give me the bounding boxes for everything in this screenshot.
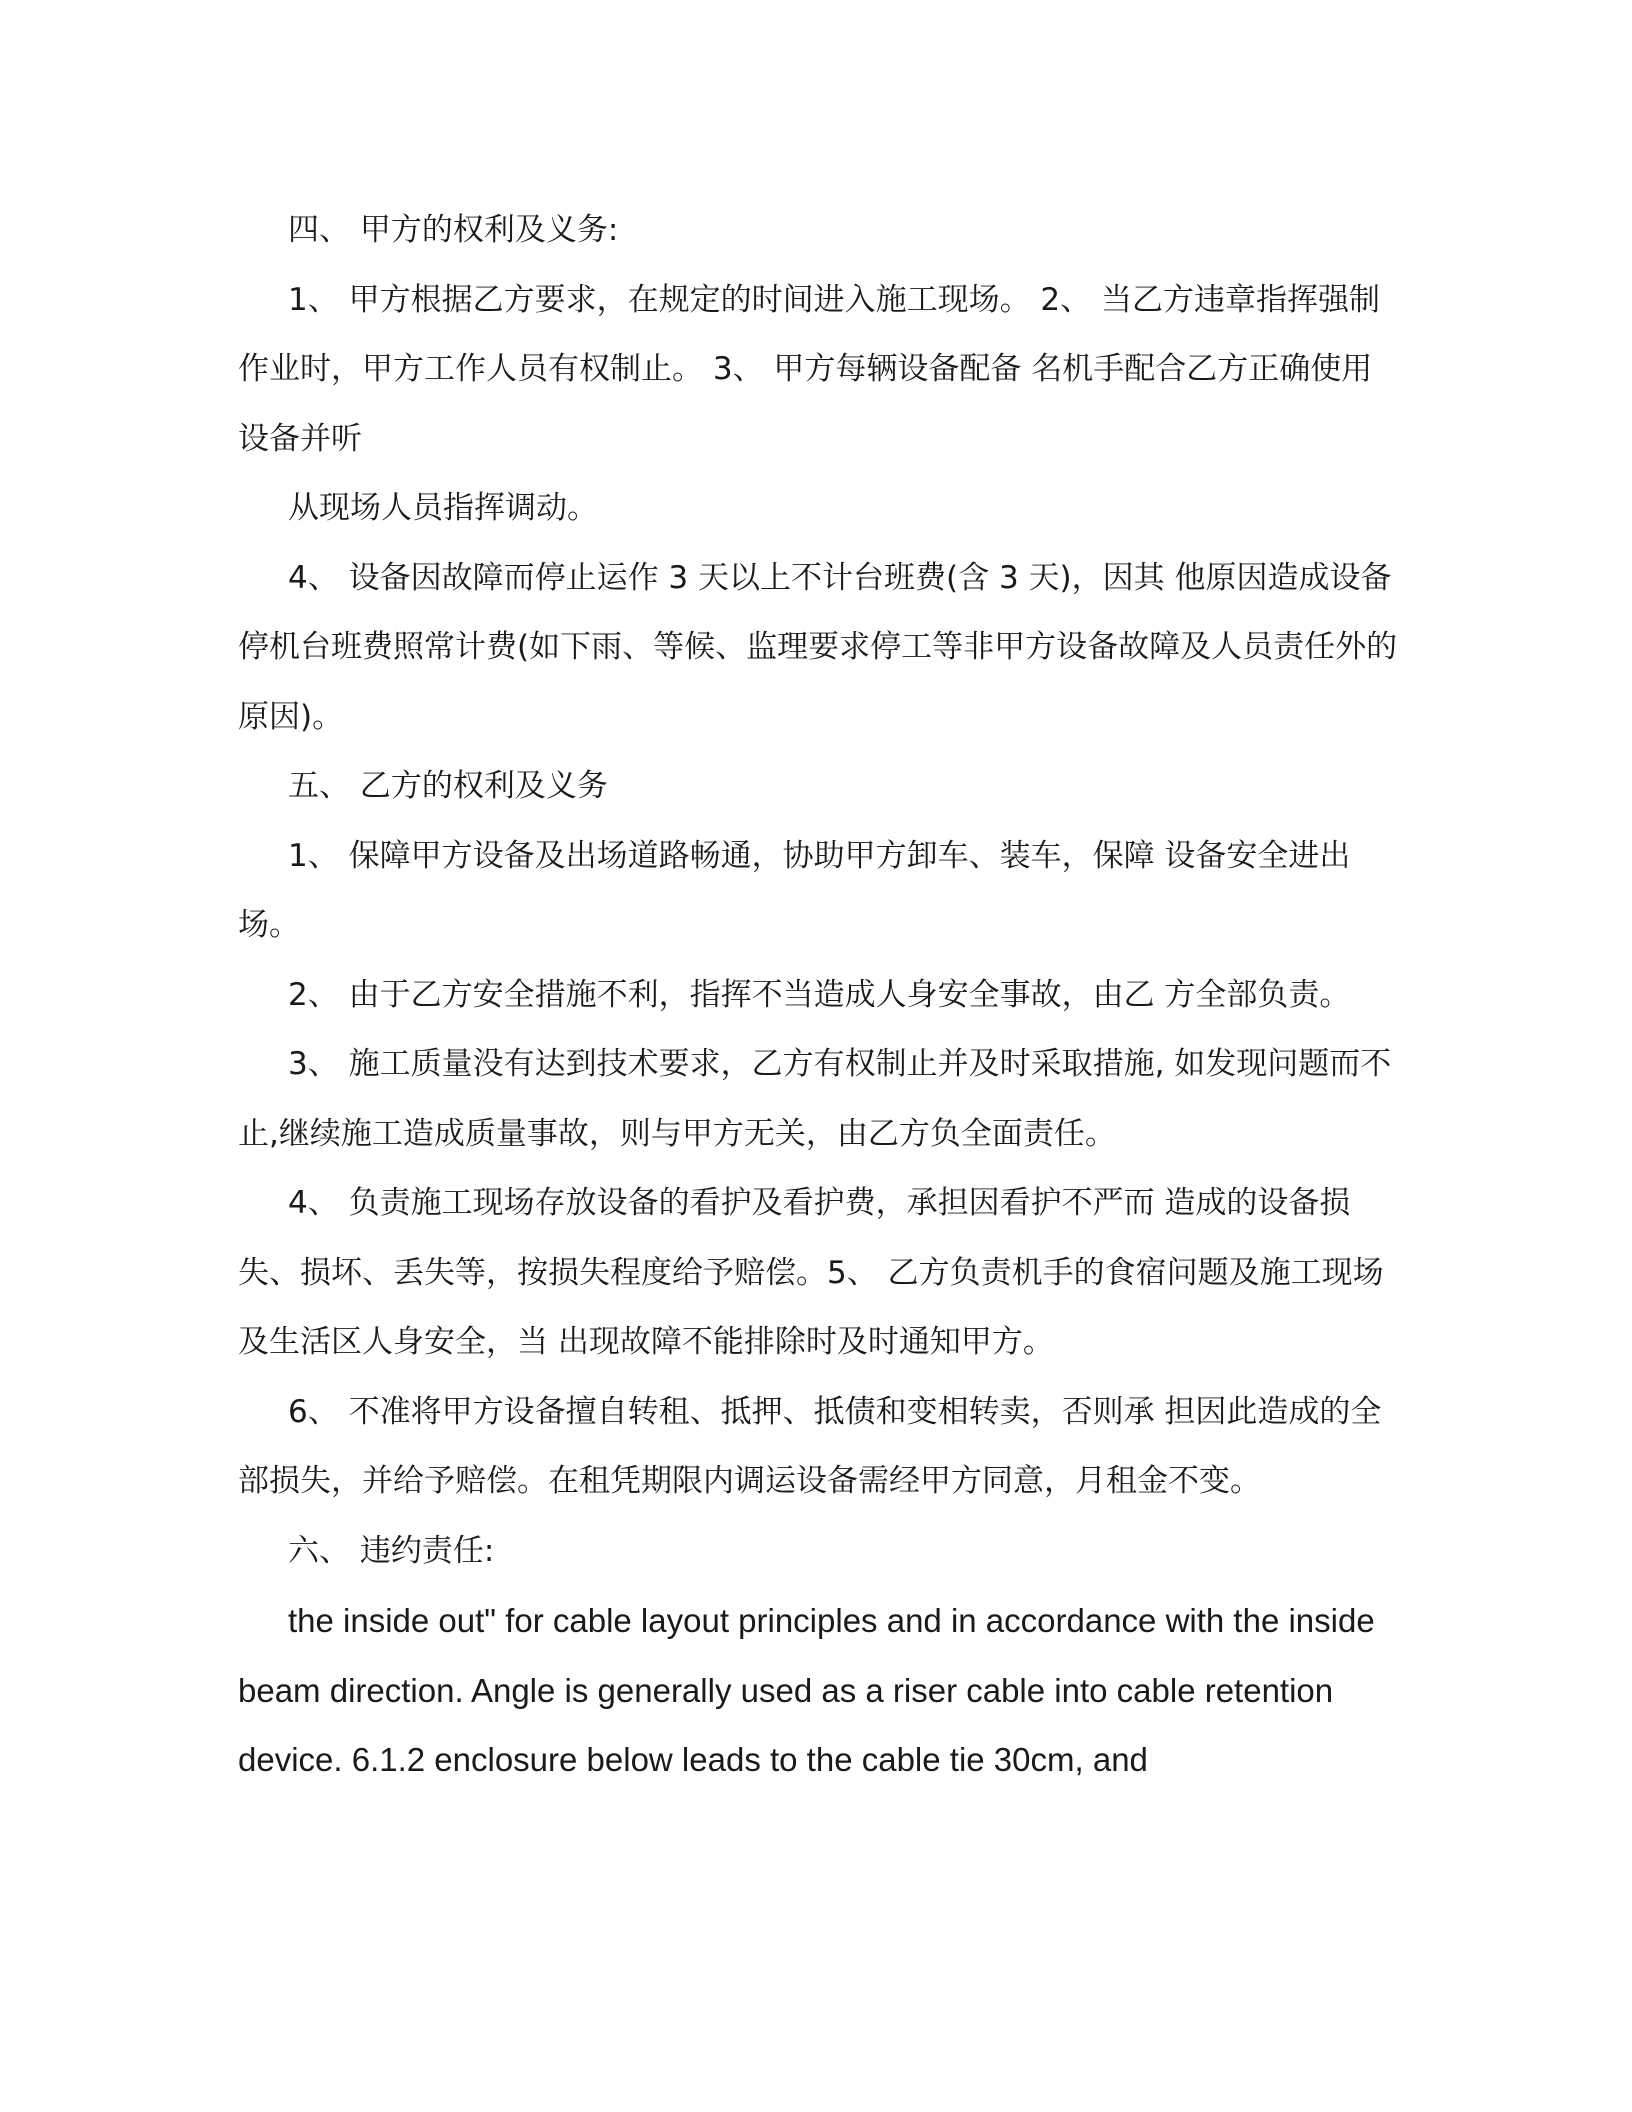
paragraph-party-b-item-6: 6、 不准将甲方设备擅自转租、抵押、抵债和变相转卖，否则承 担因此造成的全部损失，并给予赔偿。在租凭期限内调运设备需经甲方同意，月租金不变。 — [238, 1393, 1382, 1499]
section-heading-breach-liability: 六、 违约责任: — [288, 1532, 495, 1569]
document-body — [238, 196, 1400, 1795]
paragraph-party-b-item-3: 3、 施工质量没有达到技术要求，乙方有权制止并及时采取措施, 如发现问题而不止,继续施工造成质量事故，则与甲方无关，由乙方负全面责任。 — [238, 1046, 1392, 1152]
section-heading-party-b-rights: 五、 乙方的权利及义务 — [288, 768, 608, 804]
paragraph-party-a-item-1-3: 1、 甲方根据乙方要求，在规定的时间进入施工现场。 2、 当乙方违章指挥强制作业时，甲方工作人员有权制止。 3、 甲方每辆设备配备 名机手配合乙方正确使用设备并听 — [238, 281, 1381, 457]
paragraph-english-cable-layout: the inside out" for cable layout principles and in accordance with the inside beam direction. Angle is generally used as a riser cable into cable retention device. 6.1.2 enclosure below leads to the cable tie 30cm, and — [238, 1602, 1375, 1778]
paragraph-party-b-item-1: 1、 保障甲方设备及出场道路畅通，协助甲方卸车、装车，保障 设备安全进出场。 — [238, 837, 1351, 943]
section-heading-party-a-rights: 四、 甲方的权利及义务: — [288, 212, 619, 248]
paragraph-party-b-item-2: 2、 由于乙方安全措施不利，指挥不当造成人身安全事故，由乙 方全部负责。 — [288, 976, 1351, 1013]
paragraph-party-a-item-4: 4、 设备因故障而停止运作 3 天以上不计台班费(含 3 天)，因其 他原因造成设备停机台班费照常计费(如下雨、等候、监理要求停工等非甲方设备故障及人员责任外的原因)。 — [238, 559, 1398, 735]
paragraph-party-b-item-4-5: 4、 负责施工现场存放设备的看护及看护费，承担因看护不严而 造成的设备损失、损坏、丢失等，按损失程度给予赔偿。5、 乙方负责机手的食宿问题及施工现场及生活区人身安全，当 出现故障不能排除时及时通知甲方。 — [238, 1185, 1384, 1360]
paragraph-continuation: 从现场人员指挥调动。 — [288, 490, 598, 526]
